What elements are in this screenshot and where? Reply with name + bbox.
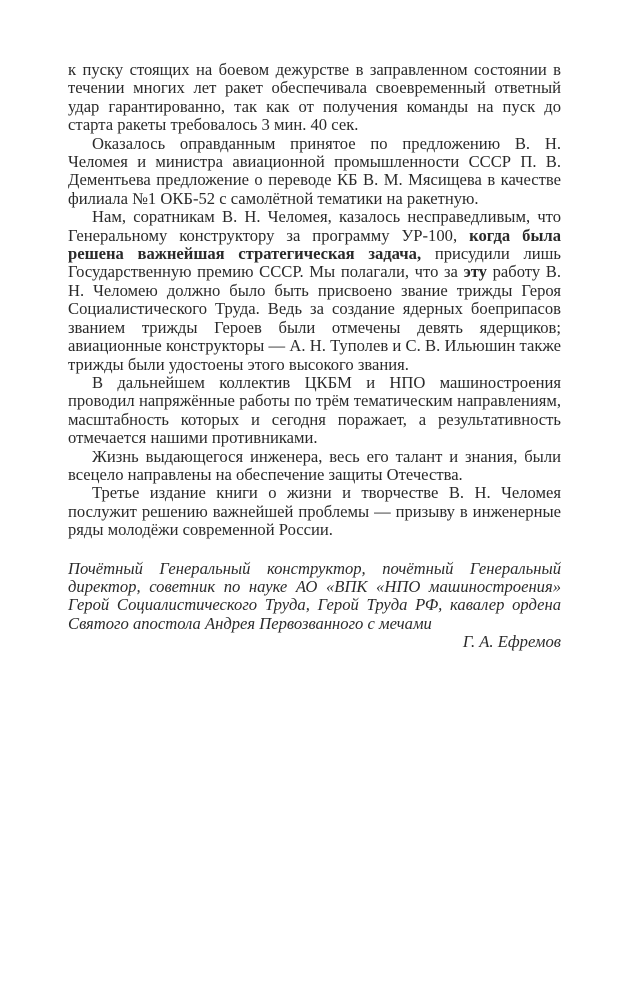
bold-emphasis: когда была решена важнейшая стратегическая задача,: [68, 225, 562, 264]
paragraph-text: работу В. Н. Челомею должно было быть присвоено звание трижды Героя Социалистического Труда. Ведь за создание ядерных боеприпасов званием трижды Героев были отмечены девять ядерщиков; авиационные конструкторы — А. Н. Туполев и С. В. Ильюшин также трижды были удостоены этого высокого звания.: [68, 262, 561, 374]
paragraph-third-edition: Третье издание книги о жизни и творчестве В. Н. Челомея послужит решению важнейшей проблемы — призыву в инженерные ряды молодёжи современной России.: [68, 483, 561, 540]
bold-word: эту: [463, 262, 487, 282]
signature-titles: Почётный Генеральный конструктор, почётный Генеральный директор, советник по науке АО «ВПК «НПО машиностроения» Герой Социалистического Труда, Герой Труда РФ, кавалер ордена Святого апостола Андрея Первозванного с мечами: [68, 558, 561, 633]
paragraph-tskbm-work: В дальнейшем коллектив ЦКБМ и НПО машиностроения проводил напряжённые работы по трём тематическим направлениям, масштабность которых и сегодня поражает, а результативность отмечается нашими противниками.: [68, 372, 561, 448]
paragraph-engineer-life: Жизнь выдающегося инженера, весь его талант и знания, были всецело направлены на обеспечение защиты Отечества.: [68, 446, 561, 484]
signature-block: [68, 560, 561, 652]
paragraph-ur100-award: [68, 208, 561, 374]
paragraph-text: Нам, соратникам В. Н. Челомея, казалось несправедливым, что Генеральному конструктору за программу УР-100,: [68, 207, 561, 245]
signature-name: Г. А. Ефремов: [462, 632, 561, 652]
document-page: [68, 61, 561, 652]
paragraph-kb-myasishchev: Оказалось оправданным принятое по предложению В. Н. Челомея и министра авиационной промышленности СССР П. В. Дементьева предложение о переводе КБ В. М. Мясищева в качестве филиала №1 ОКБ-52 с самолётной тематики на ракетную.: [68, 133, 561, 208]
paragraph-continued: к пуску стоящих на боевом дежурстве в заправленном состоянии в течении многих лет ракет обеспечивала своевременный ответный удар гарантированно, так как от получения команды на пуск до старта ракеты требовалось 3 мин. 40 сек.: [68, 60, 561, 135]
paragraph-text: присудили лишь Государственную премию СССР. Мы полагали, что за: [68, 244, 561, 282]
